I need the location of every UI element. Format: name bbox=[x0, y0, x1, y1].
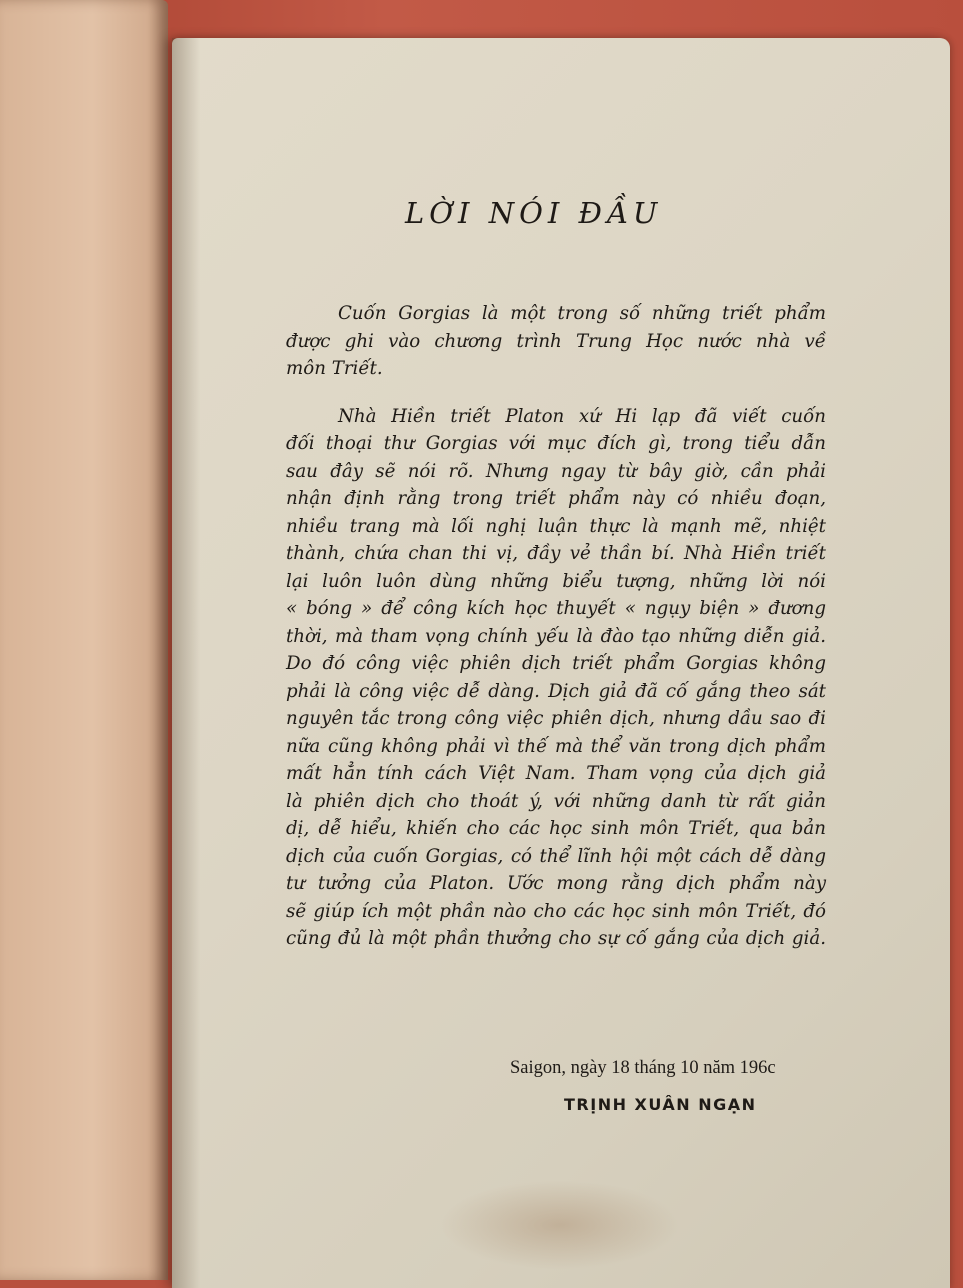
text-line: thời, mà tham vọng chính yếu là đào tạo những diễn giả. bbox=[286, 625, 826, 647]
text-line: thành, chứa chan thi vị, đầy vẻ thần bí. Nhà Hiền triết bbox=[286, 543, 826, 564]
text-line: dị, dễ hiểu, khiến cho các học sinh môn Triết, qua bản bbox=[286, 818, 826, 839]
text-line: nhiều trang mà lối nghị luận thực là mạnh mẽ, nhiệt bbox=[286, 515, 826, 537]
page-stain bbox=[440, 1180, 680, 1270]
text-line: cũng đủ là một phần thưởng cho sự cố gắng của dịch giả. bbox=[286, 928, 826, 949]
text-line: mất hẳn tính cách Việt Nam. Tham vọng của dịch giả bbox=[286, 763, 826, 784]
text-line: Nhà Hiền triết Platon xứ Hi lạp đã viết cuốn bbox=[338, 405, 826, 427]
paragraph-2 bbox=[286, 403, 826, 953]
author-signature: TRỊNH XUÂN NGẠN bbox=[564, 1095, 757, 1114]
text-line: lại luôn luôn dùng những biểu tượng, những lời nói bbox=[286, 570, 826, 592]
text-line: sau đây sẽ nói rõ. Nhưng ngay từ bây giờ, cần phải bbox=[286, 460, 826, 482]
text-line: « bóng » để công kích học thuyết « ngụy biện » đương bbox=[286, 598, 826, 619]
text-line: nữa cũng không phải vì thế mà thể văn trong dịch phẩm bbox=[286, 735, 826, 757]
text-line: môn Triết. bbox=[286, 358, 383, 379]
text-line: nhận định rằng trong triết phẩm này có nhiều đoạn, bbox=[286, 488, 826, 509]
text-line: sẽ giúp ích một phần nào cho các học sinh môn Triết, đó bbox=[286, 900, 826, 922]
paragraph-1 bbox=[286, 300, 826, 383]
page-gutter-shadow bbox=[172, 38, 200, 1288]
text-line: tư tưởng của Platon. Ước mong rằng dịch phẩm này bbox=[286, 873, 826, 894]
page-title: LỜI NÓI ĐẦU bbox=[405, 196, 663, 230]
text-line: dịch của cuốn Gorgias, có thể lĩnh hội một cách dễ dàng bbox=[286, 845, 826, 867]
left-page-edge bbox=[0, 0, 168, 1280]
text-line: phải là công việc dễ dàng. Dịch giả đã cố gắng theo sát bbox=[286, 680, 826, 702]
preface-body bbox=[286, 300, 826, 953]
text-line: đối thoại thư Gorgias với mục đích gì, trong tiểu dẫn bbox=[286, 433, 826, 454]
text-line: được ghi vào chương trình Trung Học nước nhà về bbox=[286, 330, 826, 352]
text-line: là phiên dịch cho thoát ý, với những danh từ rất giản bbox=[286, 790, 826, 812]
place-and-date: Saigon, ngày 18 tháng 10 năm 196c bbox=[510, 1058, 776, 1078]
text-line: Cuốn Gorgias là một trong số những triết phẩm bbox=[338, 303, 826, 324]
text-line: nguyên tắc trong công việc phiên dịch, nhưng dầu sao đi bbox=[286, 708, 826, 729]
text-line: Do đó công việc phiên dịch triết phẩm Gorgias không bbox=[286, 653, 826, 674]
